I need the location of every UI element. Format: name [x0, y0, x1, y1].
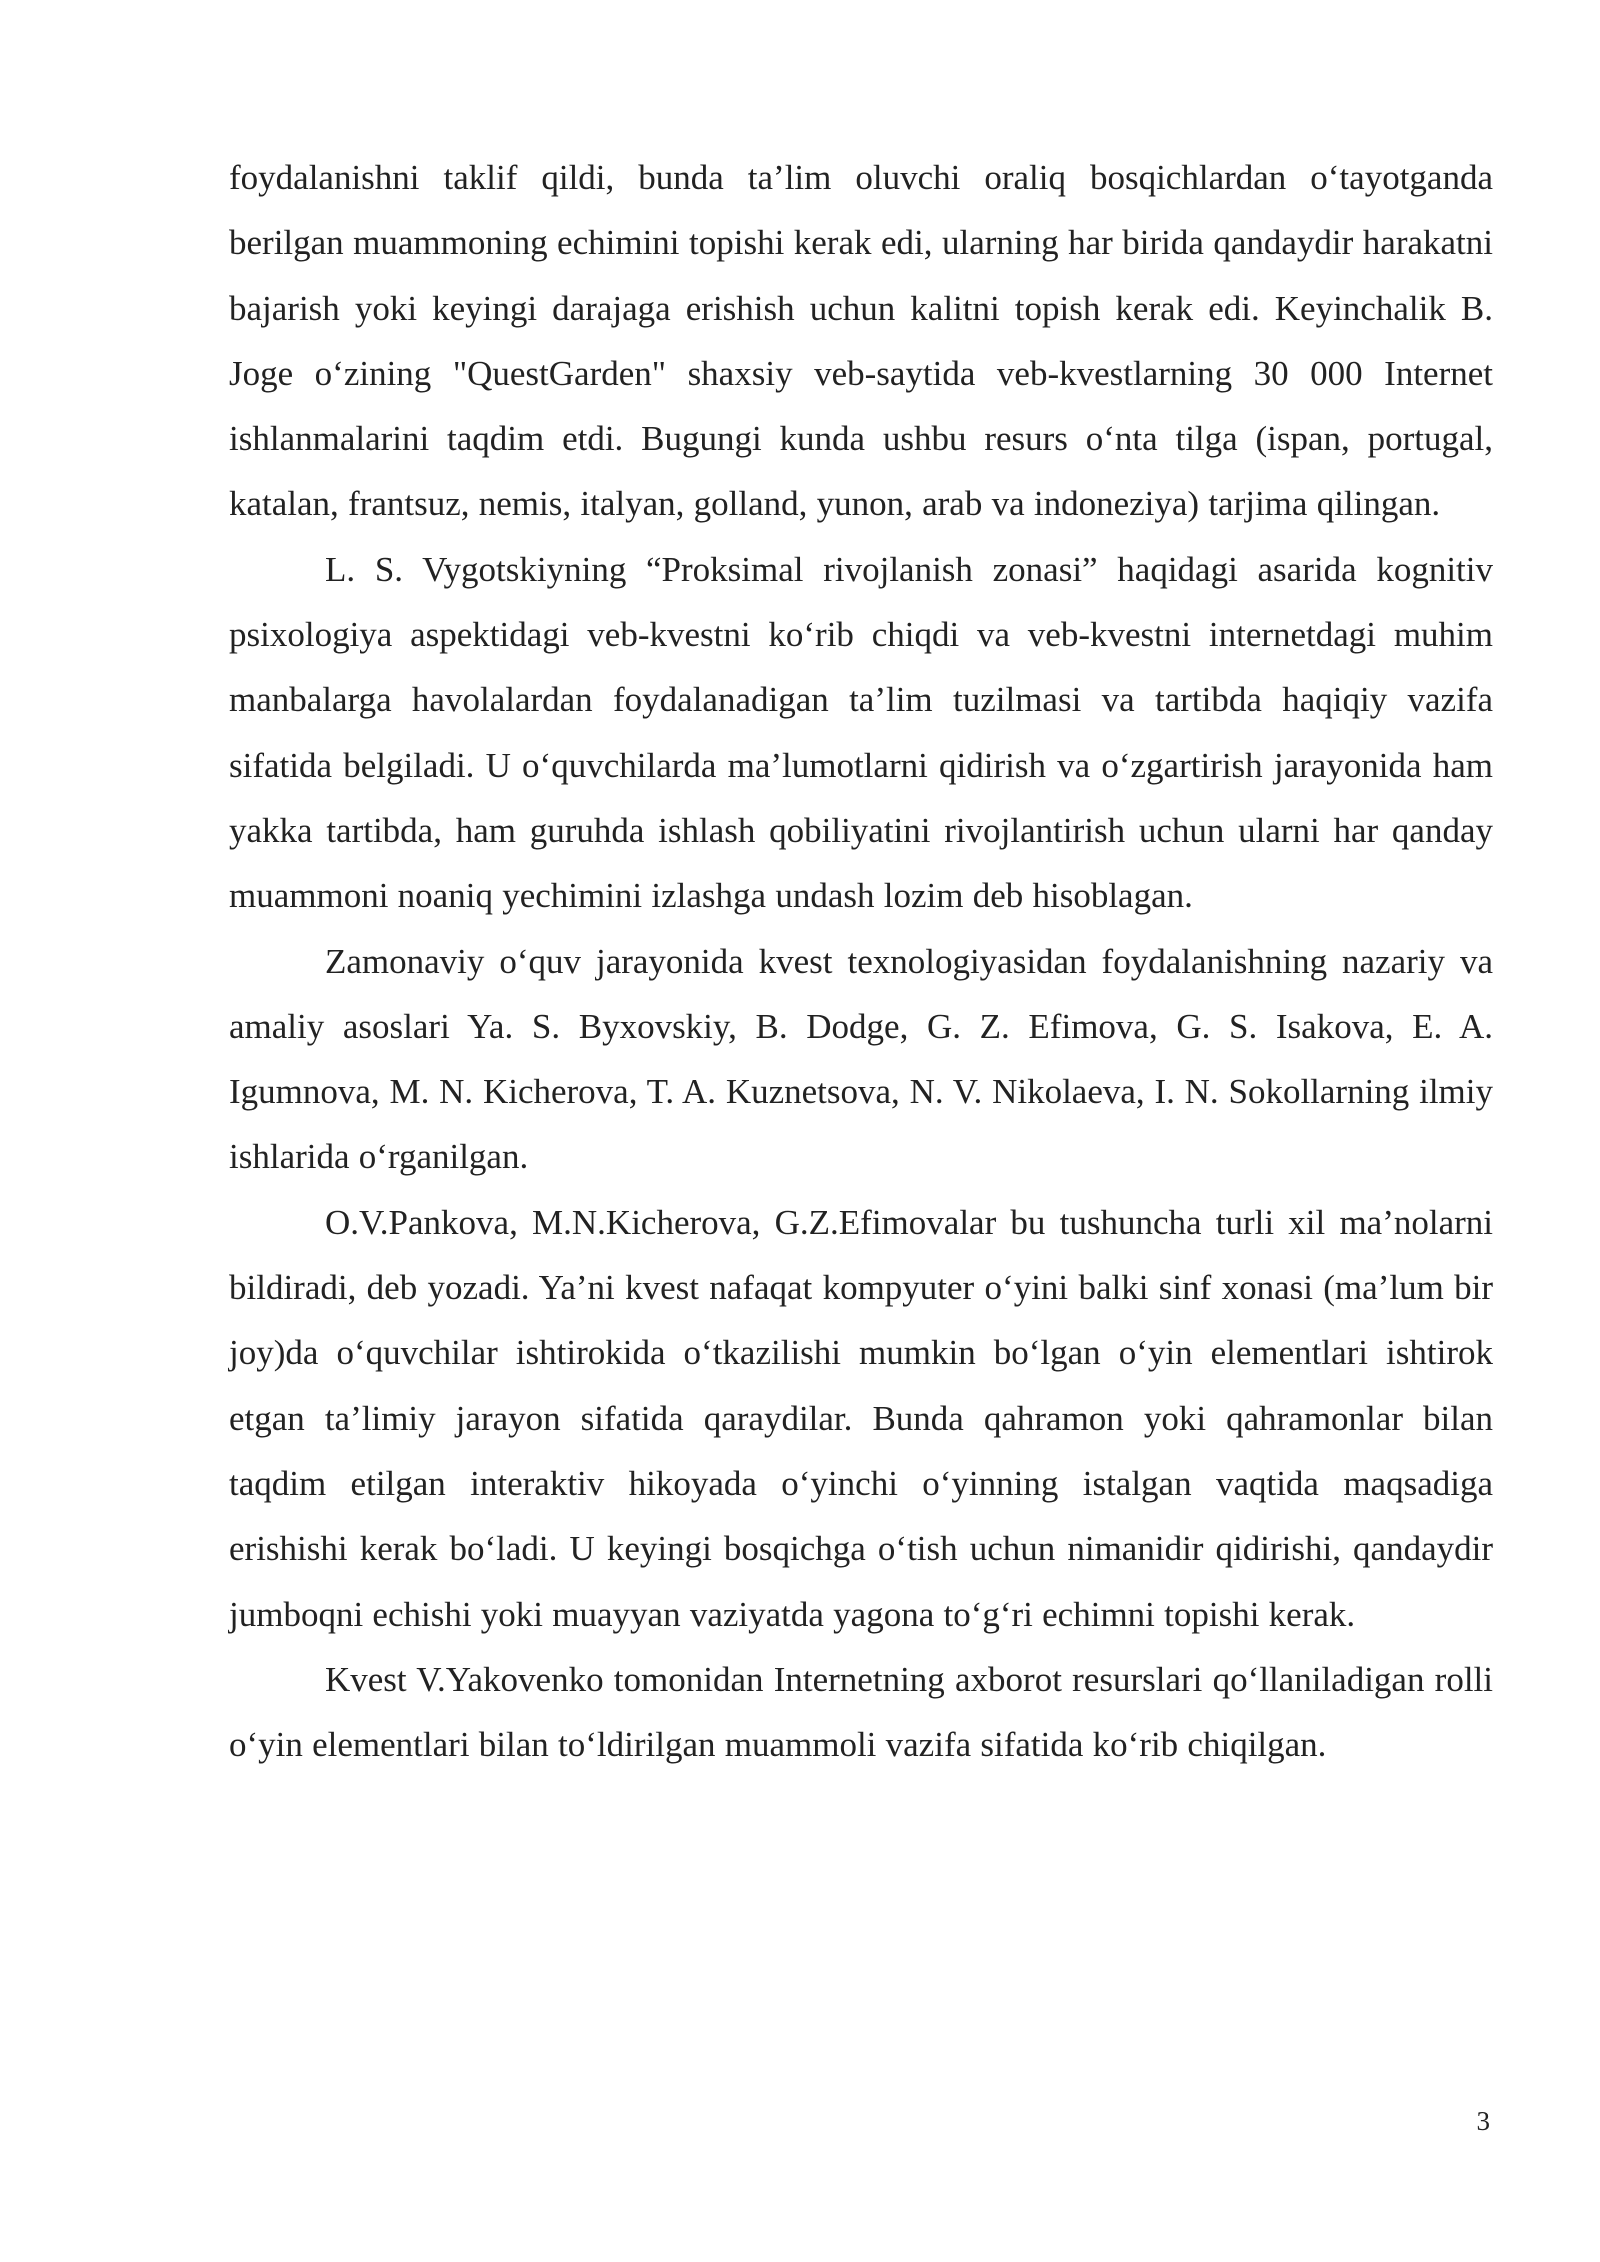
- paragraph-2: L. S. Vygotskiyning “Proksimal rivojlanish zonasi” haqidagi asarida kognitiv psixologiya aspektidagi veb-kvestni ko‘rib chiqdi va veb-kvestni internetdagi muhim manbalarga havolalardan foydalanadigan ta’lim tuzilmasi va tartibda haqiqiy vazifa sifatida belgiladi. U o‘quvchilarda ma’lumotlarni qidirish va o‘zgartirish jarayonida ham yakka tartibda, ham guruhda ishlash qobiliyatini rivojlantirish uchun ularni har qanday muammoni noaniq yechimini izlashga undash lozim deb hisoblagan.: [229, 549, 1493, 916]
- paragraph-4: O.V.Pankova, M.N.Kicherova, G.Z.Efimovalar bu tushuncha turli xil ma’nolarni bildiradi, deb yozadi. Ya’ni kvest nafaqat kompyuter o‘yini balki sinf xonasi (ma’lum bir joy)da o‘quvchilar ishtirokida o‘tkazilishi mumkin bo‘lgan o‘yin elementlari ishtirok etgan ta’limiy jarayon sifatida qaraydilar. Bunda qahramon yoki qahramonlar bilan taqdim etilgan interaktiv hikoyada o‘yinchi o‘yinning istalgan vaqtida maqsadiga erishishi kerak bo‘ladi. U keyingi bosqichga o‘tish uchun nimanidir qidirishi, qandaydir jumboqni echishi yoki muayyan vaziyatda yagona to‘g‘ri echimni topishi kerak.: [229, 1202, 1493, 1634]
- document-body: [229, 145, 1493, 1777]
- paragraph-1: foydalanishni taklif qildi, bunda ta’lim oluvchi oraliq bosqichlardan o‘tayotganda berilgan muammoning echimini topishi kerak edi, ularning har birida qandaydir harakatni bajarish yoki keyingi darajaga erishish uchun kalitni topish kerak edi. Keyinchalik B. Joge o‘zining "QuestGarden" shaxsiy veb-saytida veb-kvestlarning 30 000 Internet ishlanmalarini taqdim etdi. Bugungi kunda ushbu resurs o‘nta tilga (ispan, portugal, katalan, frantsuz, nemis, italyan, golland, yunon, arab va indoneziya) tarjima qilingan.: [229, 158, 1493, 524]
- paragraph-5: Kvest V.Yakovenko tomonidan Internetning axborot resurslari qo‘llaniladigan rolli o‘yin elementlari bilan to‘ldirilgan muammoli vazifa sifatida ko‘rib chiqilgan.: [229, 1659, 1493, 1765]
- paragraph-3: Zamonaviy o‘quv jarayonida kvest texnologiyasidan foydalanishning nazariy va amaliy asoslari Ya. S. Byxovskiy, B. Dodge, G. Z. Efimova, G. S. Isakova, E. A. Igumnova, M. N. Kicherova, T. A. Kuznetsova, N. V. Nikolaeva, I. N. Sokollarning ilmiy ishlarida o‘rganilgan.: [229, 941, 1493, 1177]
- page-number: 3: [1476, 2106, 1490, 2136]
